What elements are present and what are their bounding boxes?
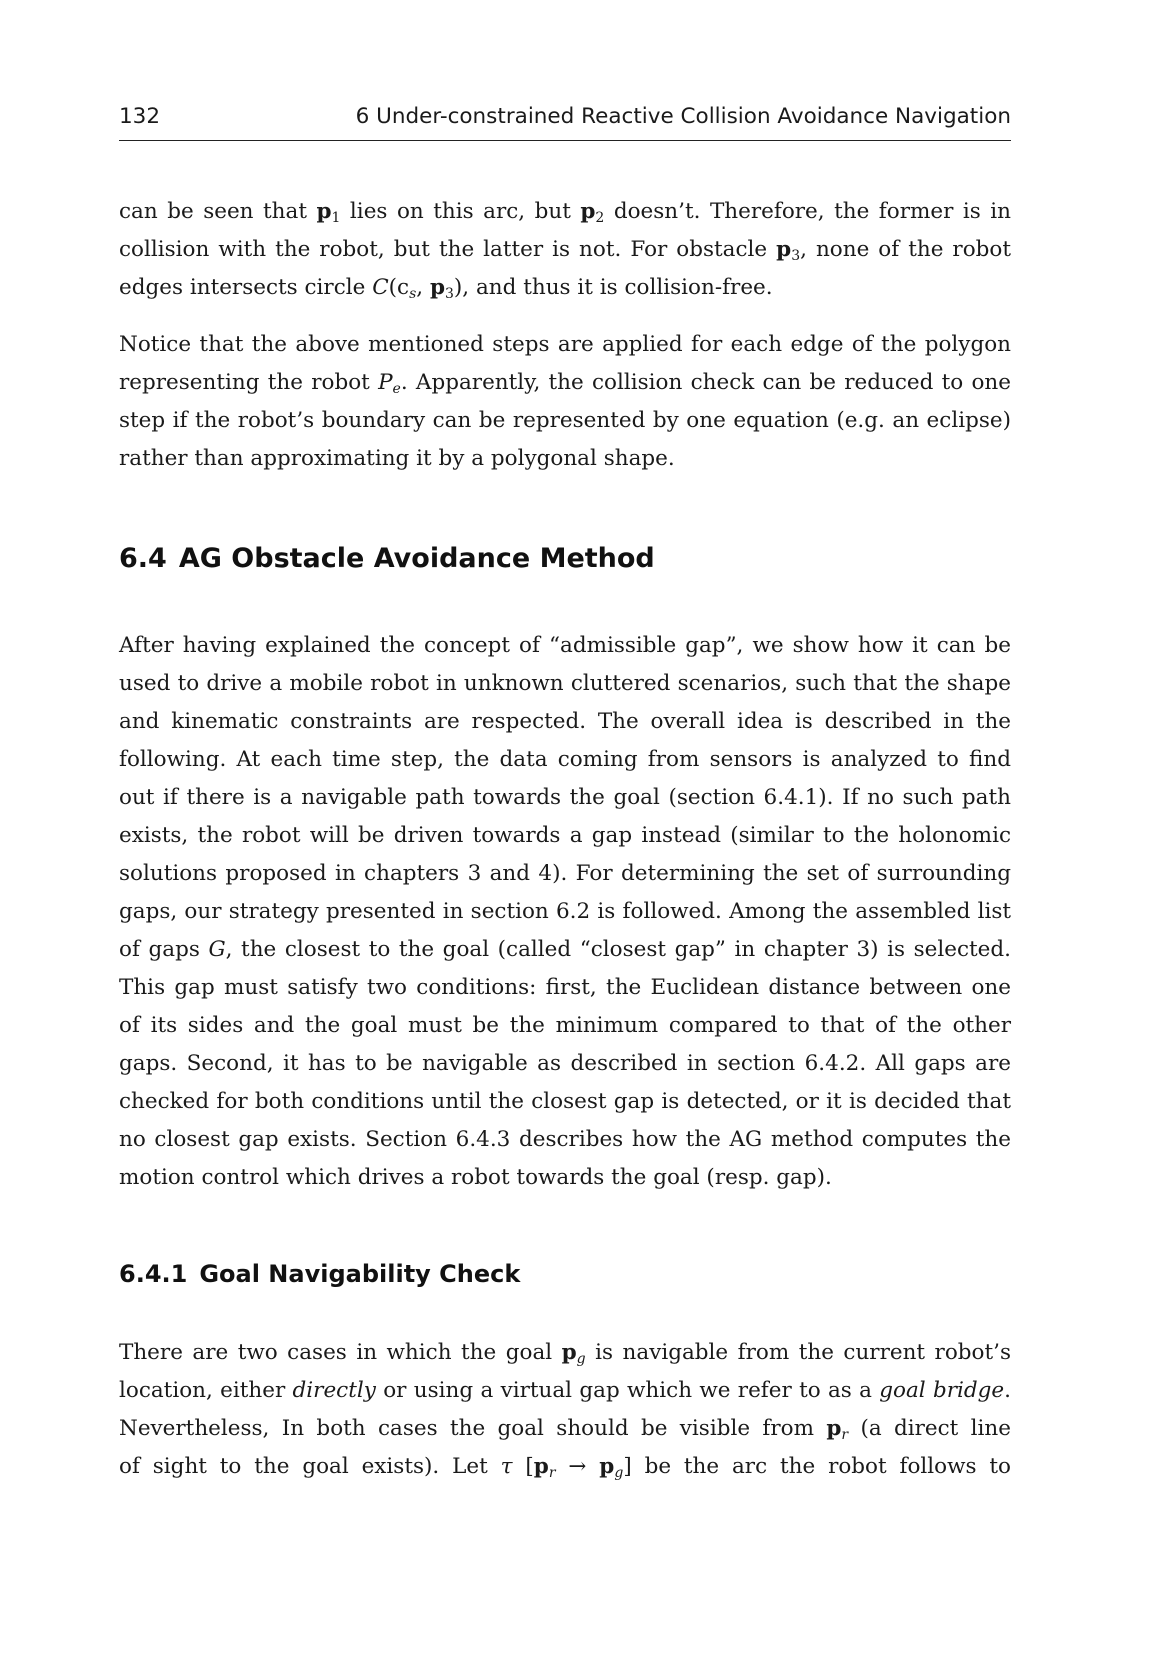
text-line: can be seen that $p_1$ lies on this arc, but $p_2$ doesn’t. Therefore, the former is in [119,199,1011,226]
text-line: following. At each time step, the data coming from sensors is analyzed to find [119,747,1011,772]
paragraph-polygon-note [119,326,1011,478]
section-heading [119,543,1011,574]
text-line: edges intersects circle $C(c_s$, $p_3$), and thus it is collision-free. [119,275,773,302]
chapter-title: 6 Under-constrained Reactive Collision Avoidance Navigation [355,104,1011,129]
text-line: of gaps G, the closest to the goal (called “closest gap” in chapter 3) is selected. [119,937,1012,962]
section-title: AG Obstacle Avoidance Method [178,543,655,574]
text-line: of its sides and the goal must be the minimum compared to that of the other [119,1013,1011,1038]
text-line: solutions proposed in chapters 3 and 4). For determining the set of surrounding [119,861,1011,886]
text-line: representing the robot $P_e$. Apparently, the collision check can be reduced to one [119,370,1011,397]
text-line: motion control which drives a robot towards the goal (resp. gap). [119,1165,832,1190]
text-line: checked for both conditions until the closest gap is detected, or it is decided that [119,1089,1011,1114]
text-line: This gap must satisfy two conditions: first, the Euclidean distance between one [119,975,1011,1000]
text-line: no closest gap exists. Section 6.4.3 describes how the AG method computes the [119,1127,1011,1152]
subsection-title: Goal Navigability Check [199,1260,521,1288]
text-line: of sight to the goal exists). Let τ $[p_r \to p_g]$ be the arc the robot follows to [119,1454,1011,1481]
text-line: There are two cases in which the goal $p_g$ is navigable from the current robot’s [119,1340,1011,1367]
running-head [119,104,1011,141]
paragraph-goal-navigability [119,1334,1011,1486]
text-line: used to drive a mobile robot in unknown cluttered scenarios, such that the shape [119,671,1011,696]
page-number: 132 [119,104,161,129]
section-number: 6.4 [119,543,167,574]
text-line: step if the robot’s boundary can be represented by one equation (e.g. an eclipse) [119,408,1011,433]
text-line: Nevertheless, In both cases the goal should be visible from $p_r$ (a direct line [119,1416,1011,1443]
text-line: Notice that the above mentioned steps are applied for each edge of the polygon [119,332,1011,357]
subsection-number: 6.4.1 [119,1260,188,1288]
paragraph-ag-overview [119,627,1011,1197]
text-line: exists, the robot will be driven towards a gap instead (similar to the holonomic [119,823,1011,848]
text-line: out if there is a navigable path towards the goal (section 6.4.1). If no such path [119,785,1011,810]
subsection-heading [119,1260,1011,1288]
text-line: gaps. Second, it has to be navigable as described in section 6.4.2. All gaps are [119,1051,1011,1076]
text-line: location, either directly or using a virtual gap which we refer to as a goal bridge. [119,1378,1011,1403]
text-line: and kinematic constraints are respected. The overall idea is described in the [119,709,1011,734]
paragraph-collision-example [119,193,1011,307]
text-line: After having explained the concept of “admissible gap”, we show how it can be [119,633,1011,658]
text-line: collision with the robot, but the latter is not. For obstacle $p_3$, none of the robot [119,237,1011,264]
text-line: rather than approximating it by a polygonal shape. [119,446,675,471]
text-line: gaps, our strategy presented in section 6.2 is followed. Among the assembled list [119,899,1011,924]
